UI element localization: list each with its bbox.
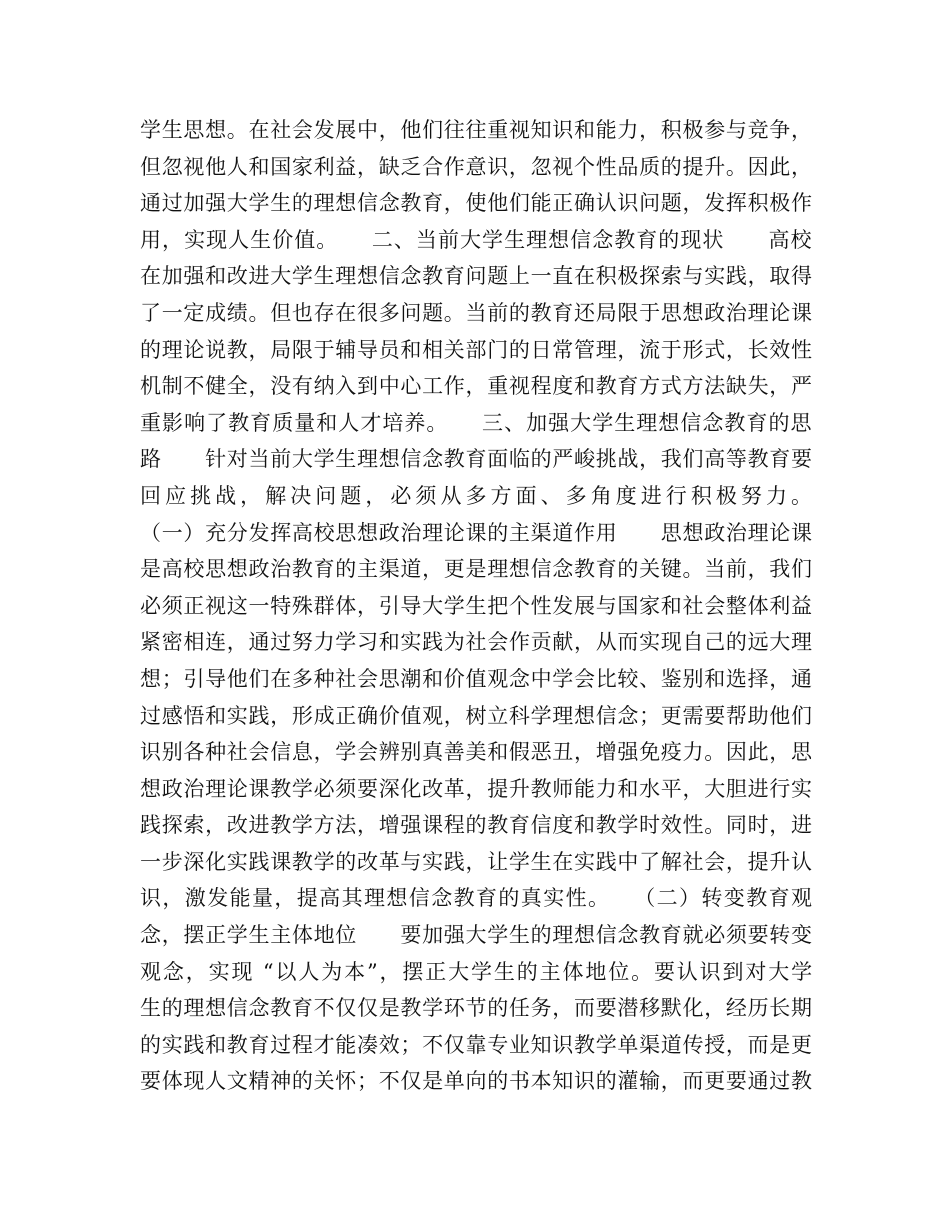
text-line: （一）充分发挥高校思想政治理论课的主渠道作用 思想政治理论课 — [140, 520, 813, 545]
text-line: 了一定成绩。但也存在很多问题。当前的教育还局限于思想政治理论课 — [140, 300, 813, 325]
text-line: 想政治理论课教学必须要深化改革，提升教师能力和水平，大胆进行实 — [140, 776, 813, 801]
text-line: 重影响了教育质量和人才培养。 三、加强大学生理想信念教育的思 — [140, 410, 813, 435]
text-line: 在加强和改进大学生理想信念教育问题上一直在积极探索与实践，取得 — [140, 264, 813, 289]
text-line: 观念，实现 “以人为本”，摆正大学生的主体地位。要认识到对大学 — [140, 959, 815, 984]
text-line: 念，摆正学生主体地位 要加强大学生的理想信念教育就必须要转变 — [140, 923, 813, 948]
text-line: 的理论说教，局限于辅导员和相关部门的日常管理，流于形式，长效性 — [140, 337, 813, 362]
text-line: 紧密相连，通过努力学习和实践为社会作贡献，从而实现自己的远大理 — [140, 630, 813, 655]
text-line: 想；引导他们在多种社会思潮和价值观念中学会比较、鉴别和选择，通 — [140, 666, 813, 691]
text-line: 要体现人文精神的关怀；不仅是单向的书本知识的灌输，而更要通过教 — [140, 1069, 813, 1094]
text-line: 识，激发能量，提高其理想信念教育的真实性。 （二）转变教育观 — [140, 886, 814, 911]
text-line: 生的理想信念教育不仅仅是教学环节的任务，而要潜移默化，经历长期 — [140, 996, 813, 1021]
text-line: 过感悟和实践，形成正确价值观，树立科学理想信念；更需要帮助他们 — [140, 703, 813, 728]
text-line: 识别各种社会信息，学会辨别真善美和假恶丑，增强免疫力。因此，思 — [140, 740, 813, 765]
text-line: 机制不健全，没有纳入到中心工作，重视程度和教育方式方法缺失，严 — [140, 374, 813, 399]
text-line: 是高校思想政治教育的主渠道，更是理想信念教育的关键。当前，我们 — [140, 557, 813, 582]
text-line: 必须正视这一特殊群体，引导大学生把个性发展与国家和社会整体利益 — [140, 593, 813, 618]
body-text — [140, 112, 817, 1100]
text-line: 的实践和教育过程才能凑效；不仅靠专业知识教学单渠道传授，而是更 — [140, 1032, 813, 1057]
text-line: 一步深化实践课教学的改革与实践，让学生在实践中了解社会，提升认 — [140, 849, 813, 874]
text-line: 回应挑战，解决问题，必须从多方面、多角度进行积极努力。 — [140, 483, 817, 508]
text-line: 用，实现人生价值。 二、当前大学生理想信念教育的现状 高校 — [140, 227, 813, 252]
text-line: 但忽视他人和国家利益，缺乏合作意识，忽视个性品质的提升。因此， — [140, 154, 813, 179]
text-line: 通过加强大学生的理想信念教育，使他们能正确认识问题，发挥积极作 — [140, 191, 813, 216]
text-line: 践探索，改进教学方法，增强课程的教育信度和教学时效性。同时，进 — [140, 813, 813, 838]
text-line: 学生思想。在社会发展中，他们往往重视知识和能力，积极参与竞争， — [140, 118, 813, 142]
text-line: 路 针对当前大学生理想信念教育面临的严峻挑战，我们高等教育要 — [140, 447, 813, 472]
